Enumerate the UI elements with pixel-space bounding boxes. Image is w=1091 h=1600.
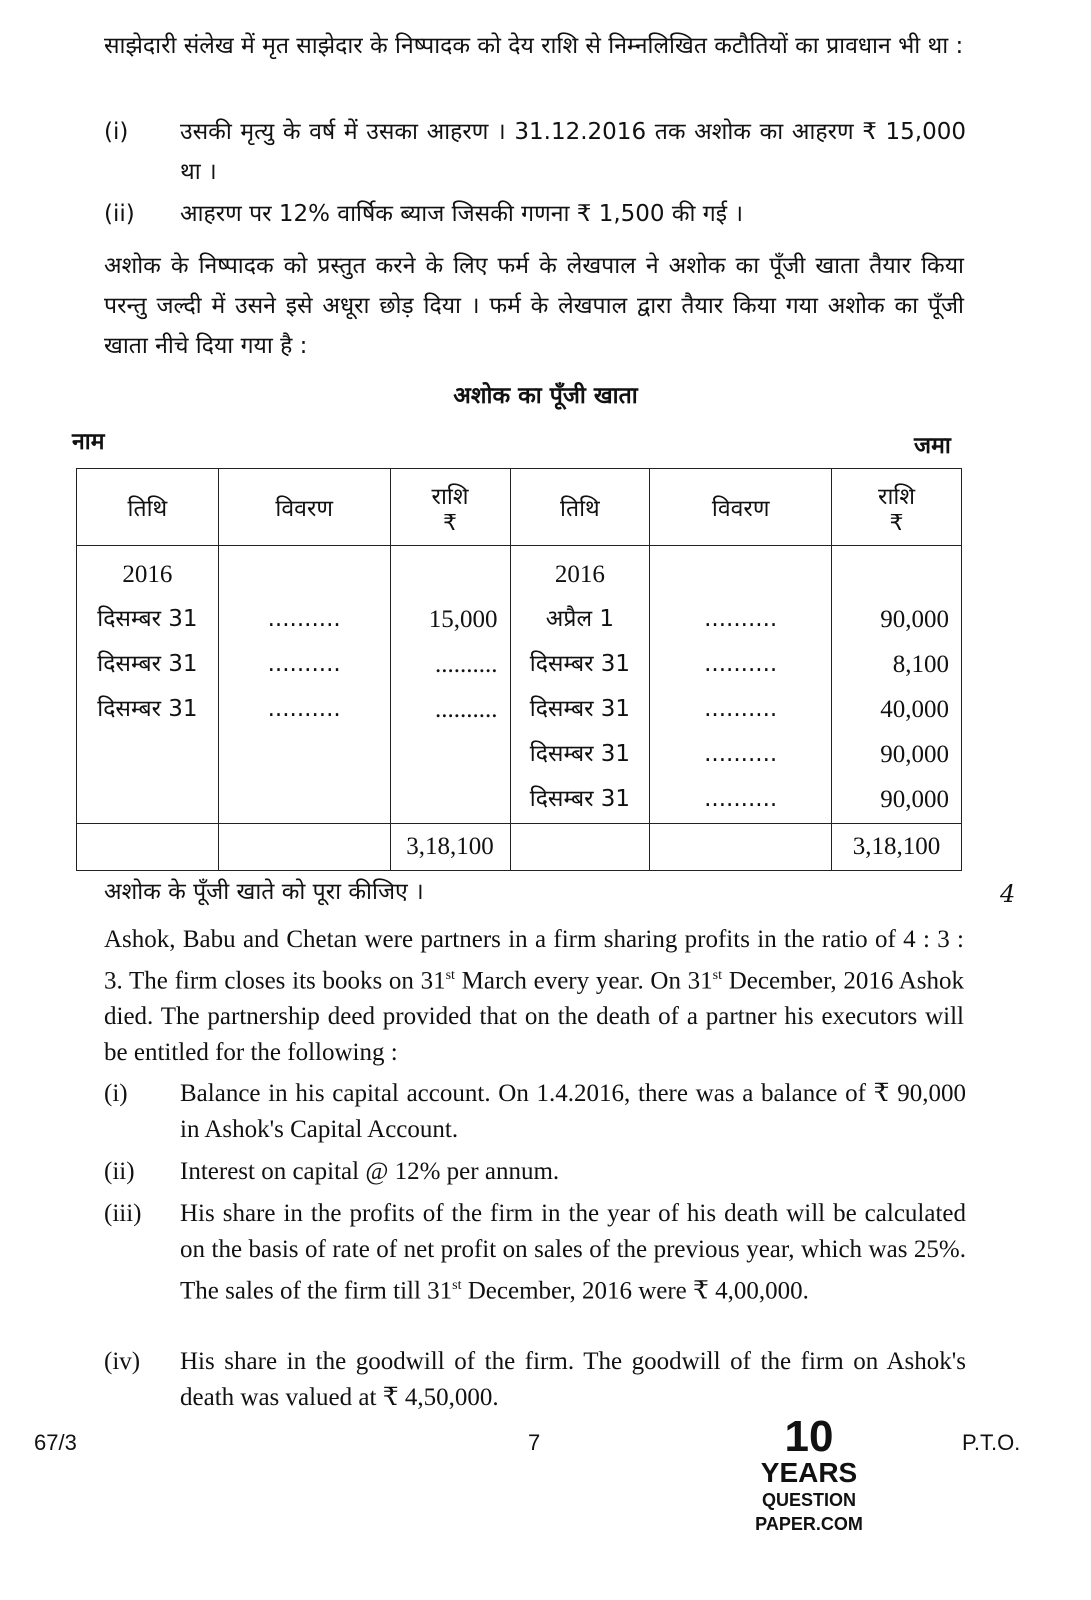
credit-date: दिसम्बर 31	[529, 786, 631, 812]
hindi-intro: साझेदारी संलेख में मृत साझेदार के निष्पादक को देय राशि से निम्नलिखित कटौतियों का प्रावधान भी था :	[104, 33, 964, 59]
debit-amount: ..........	[435, 696, 498, 723]
header-date-cr: तिथि	[510, 469, 650, 546]
debit-total: 3,18,100	[390, 824, 510, 871]
blank-entry: ..........	[704, 651, 778, 677]
credit-date: दिसम्बर 31	[529, 741, 631, 767]
header-date-dr: तिथि	[77, 469, 219, 546]
capital-account-table	[76, 468, 962, 871]
item-number: (ii)	[104, 201, 135, 227]
hindi-paragraph-2: अशोक के निष्पादक को प्रस्तुत करने के लिए फर्म के लेखपाल ने अशोक का पूँजी खाता तैयार किया परन्तु जल्दी में उसने इसे अधूरा छोड़ दिया । फर्म के लेखपाल द्वारा तैयार किया गया अशोक का पूँजी खाता नीचे दिया गया है :	[104, 253, 964, 359]
credit-particulars	[650, 546, 832, 824]
item-text: Balance in his capital account. On 1.4.2016, there was a balance of ₹ 90,000 in Ashok's Capital Account.	[180, 1080, 966, 1143]
blank-entry: ..........	[267, 651, 341, 677]
blank-entry: ..........	[267, 696, 341, 722]
english-paragraph: Ashok, Babu and Chetan were partners in a firm sharing profits in the ratio of 4 : 3 : 3. The firm closes its books on 31st March every year. On 31st December, 2016 Ashok died. The partnership deed provided that on the death of a partner his executors will be entitled for the following :	[104, 926, 964, 1067]
debit-particulars	[218, 546, 390, 824]
hindi-instruction: अशोक के पूँजी खाते को पूरा कीजिए ।	[104, 879, 424, 905]
debit-date: दिसम्बर 31	[97, 651, 198, 677]
item-text: उसकी मृत्यु के वर्ष में उसका आहरण । 31.12.2016 तक अशोक का आहरण ₹ 15,000 था ।	[180, 119, 966, 185]
debit-label: नाम	[72, 429, 105, 455]
watermark-logo: 10 YEARS QUESTION PAPER.COM	[755, 1412, 863, 1534]
credit-label: जमा	[914, 433, 951, 459]
credit-year: 2016	[554, 561, 605, 588]
amount-label: राशि	[878, 483, 915, 510]
debit-year: 2016	[122, 561, 173, 588]
amount-label: राशि	[431, 483, 469, 510]
credit-amount: 90,000	[880, 606, 949, 633]
item-text: आहरण पर 12% वार्षिक ब्याज जिसकी गणना ₹ 1,500 की गई ।	[180, 201, 744, 227]
item-number: (iii)	[104, 1200, 142, 1227]
header-amount-dr	[390, 469, 510, 546]
header-particulars-dr: विवरण	[218, 469, 390, 546]
credit-date: अप्रैल 1	[545, 606, 614, 632]
item-text: His share in the profits of the firm in the year of his death will be calculated on the basis of rate of net profit on sales of the previous year, which was 25%. The sales of the firm till 31st December, 2016 were ₹ 4,00,000.	[180, 1200, 966, 1305]
table-header-row	[77, 469, 962, 546]
item-number: (ii)	[104, 1158, 135, 1185]
credit-date: दिसम्बर 31	[529, 651, 631, 677]
credit-total: 3,18,100	[832, 824, 962, 871]
credit-amount: 8,100	[892, 651, 949, 678]
blank-entry: ..........	[704, 606, 778, 632]
debit-date: दिसम्बर 31	[97, 606, 198, 632]
debit-amount: 15,000	[428, 606, 498, 633]
paper-code: 67/3	[34, 1430, 77, 1455]
header-amount-cr	[832, 469, 962, 546]
debit-amounts	[390, 546, 510, 824]
debit-date: दिसम्बर 31	[97, 696, 198, 722]
blank-entry: ..........	[704, 696, 778, 722]
table-total-row	[77, 824, 962, 871]
item-number: (i)	[104, 1080, 128, 1107]
debit-dates	[77, 546, 219, 824]
pto-label: P.T.O.	[962, 1430, 1021, 1455]
blank-entry: ..........	[704, 741, 778, 767]
item-number: (i)	[104, 119, 129, 145]
item-text: His share in the goodwill of the firm. The goodwill of the firm on Ashok's death was valued at ₹ 4,50,000.	[180, 1348, 966, 1411]
credit-date: दिसम्बर 31	[529, 696, 631, 722]
credit-dates	[510, 546, 650, 824]
credit-amount: 40,000	[880, 696, 949, 723]
rupee-sign: ₹	[889, 510, 904, 536]
blank-entry: ..........	[704, 786, 778, 812]
item-text: Interest on capital @ 12% per annum.	[180, 1158, 560, 1185]
table-body-row	[77, 546, 962, 824]
rupee-sign: ₹	[443, 510, 458, 536]
item-number: (iv)	[104, 1348, 141, 1375]
page-number: 7	[528, 1430, 541, 1455]
table-title: अशोक का पूँजी खाता	[453, 383, 638, 409]
credit-amounts	[832, 546, 962, 824]
credit-amount: 90,000	[880, 786, 949, 813]
debit-amount: ..........	[435, 651, 498, 678]
credit-amount: 90,000	[880, 741, 949, 768]
blank-entry: ..........	[267, 606, 341, 632]
marks: 4	[1000, 880, 1016, 908]
header-particulars-cr: विवरण	[650, 469, 832, 546]
